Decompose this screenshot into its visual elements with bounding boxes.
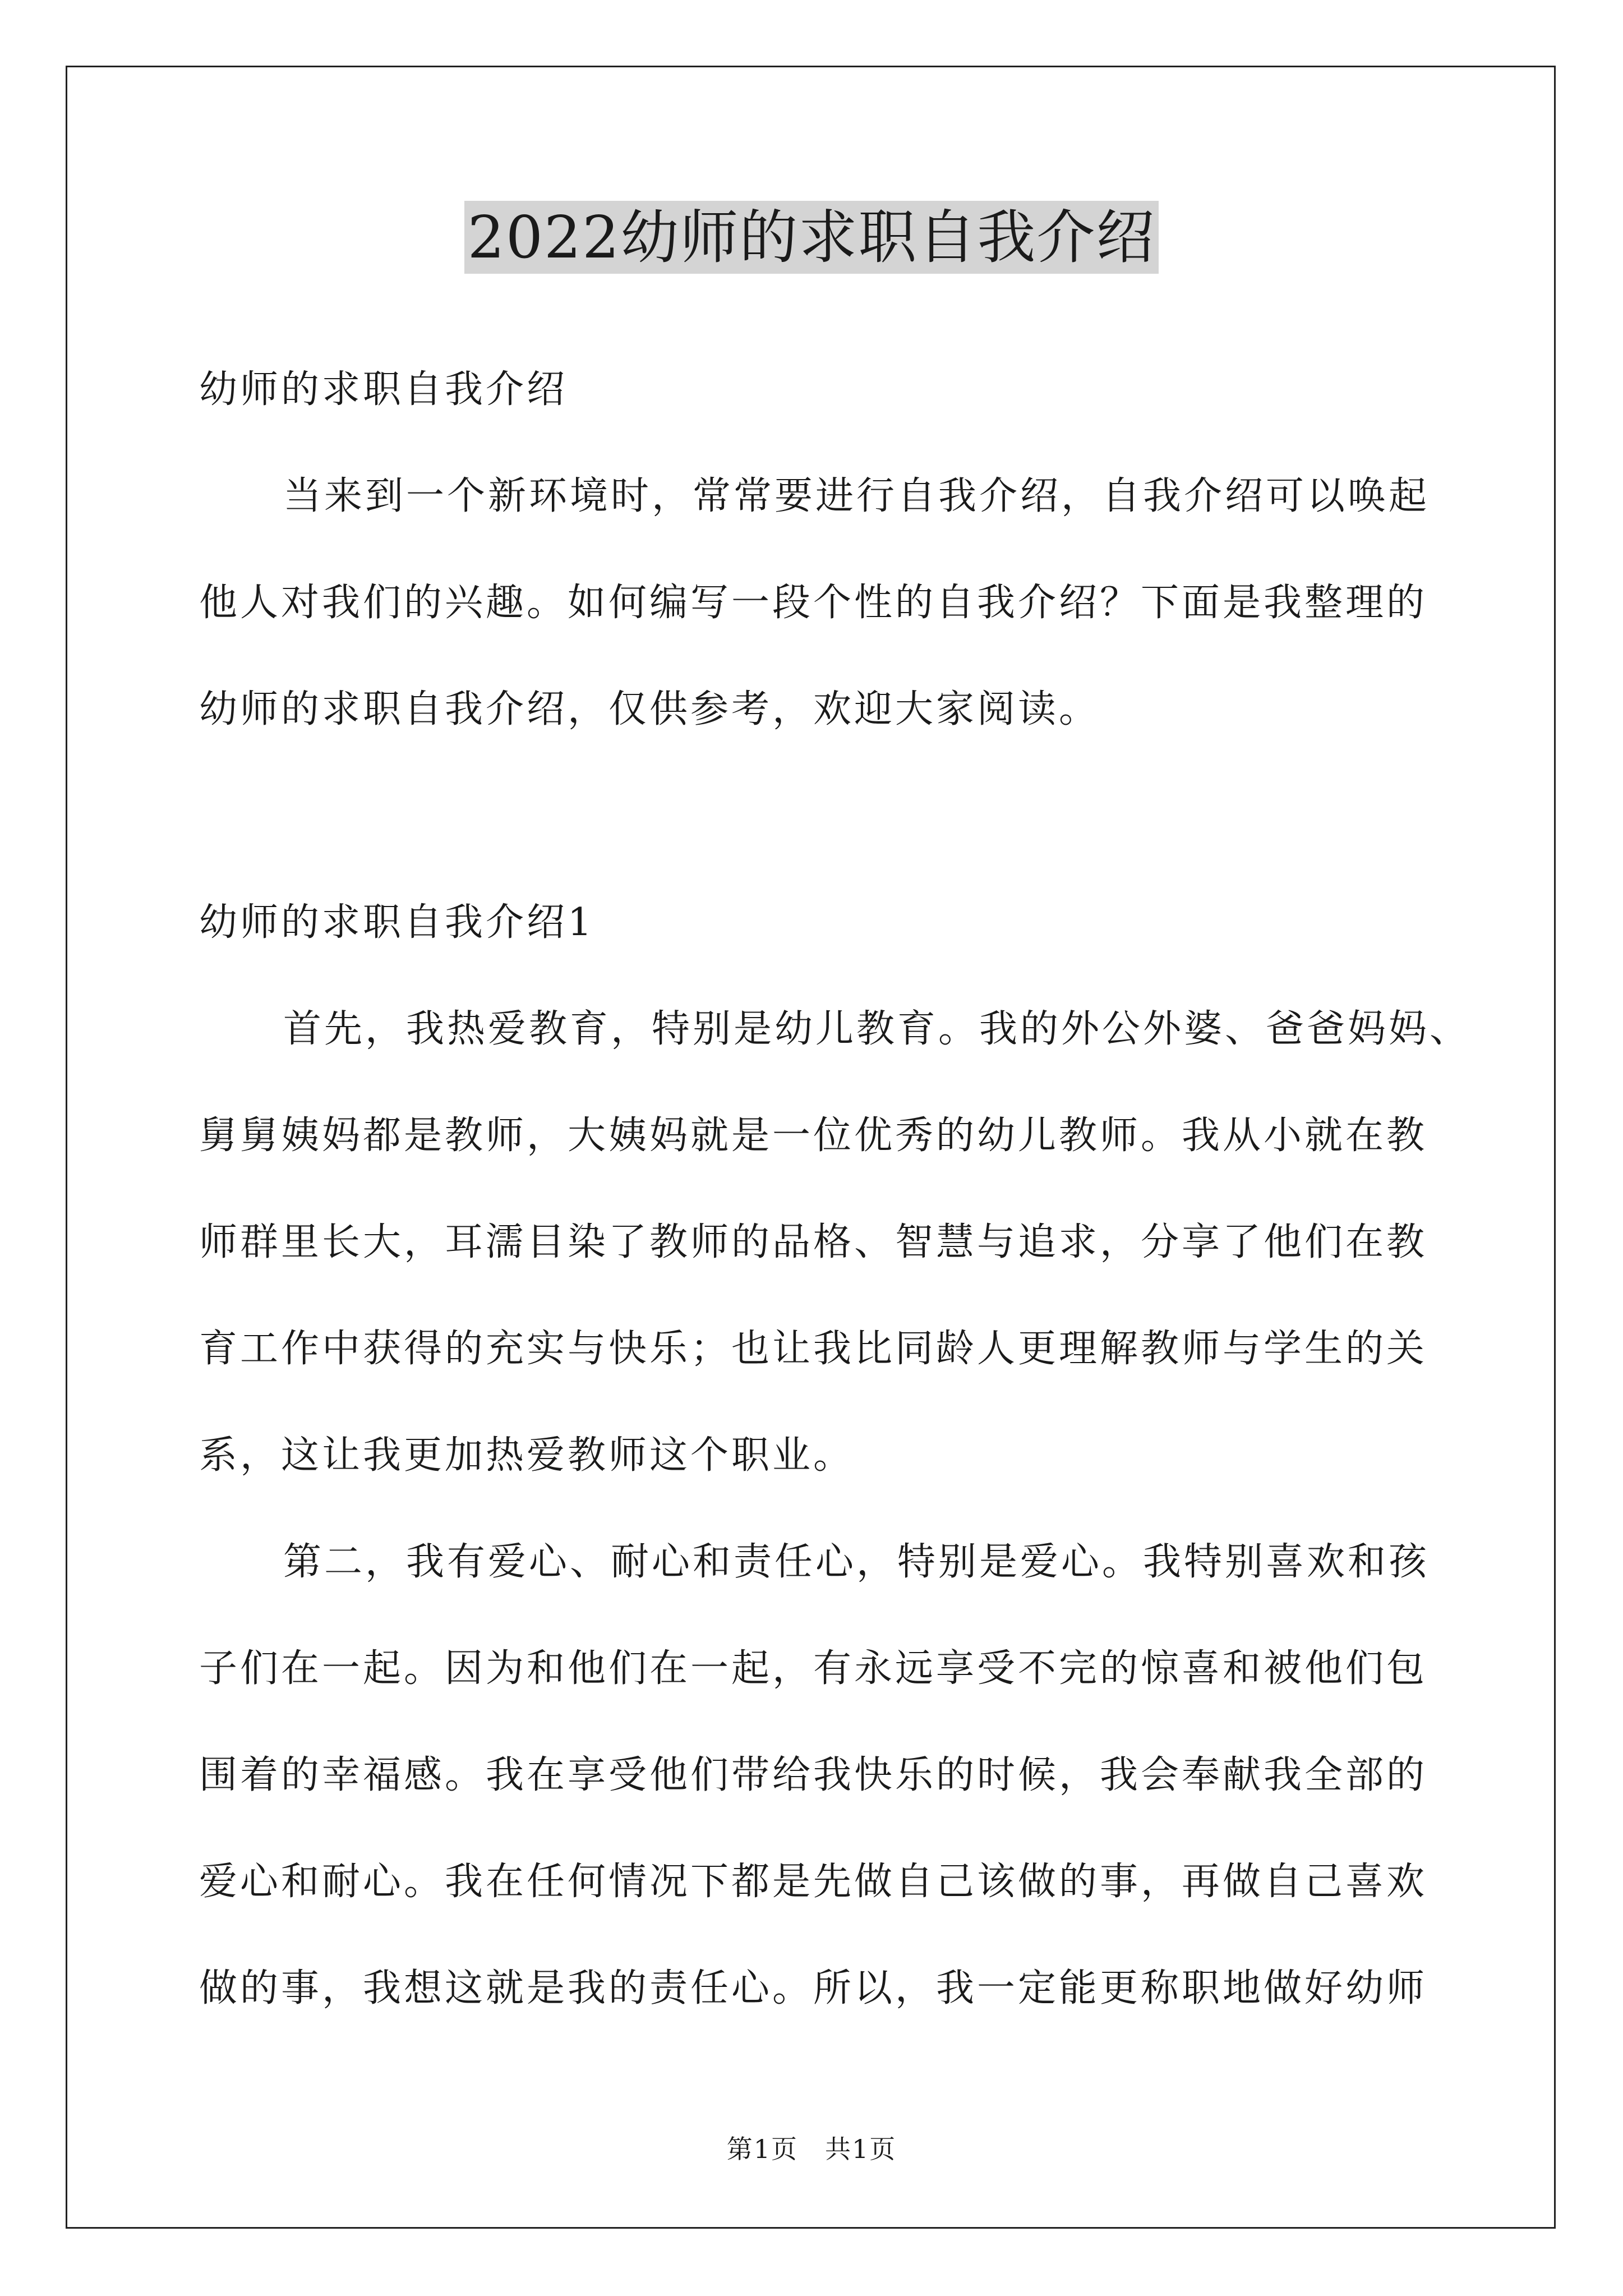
body-paragraph-2 xyxy=(199,1509,1467,2042)
title-container xyxy=(0,201,1623,274)
body-line: 爱心和耐心。我在任何情况下都是先做自己该做的事，再做自己喜欢 xyxy=(199,1860,1428,1904)
page-footer: 第1页 共1页 xyxy=(726,2134,897,2164)
intro-paragraph xyxy=(199,443,1467,763)
intro-line: 幼师的求职自我介绍，仅供参考，欢迎大家阅读。 xyxy=(199,687,1100,731)
subtitle-line: 幼师的求职自我介绍 xyxy=(199,367,568,412)
body-line: 第二，我有爱心、耐心和责任心，特别是爱心。我特别喜欢和孩 xyxy=(283,1540,1430,1584)
section-heading-paragraph xyxy=(199,869,1467,976)
body-line: 舅舅姨妈都是教师，大姨妈就是一位优秀的幼儿教师。我从小就在教 xyxy=(199,1114,1428,1158)
paragraph-gap xyxy=(199,763,1467,869)
intro-line: 当来到一个新环境时，常常要进行自我介绍，自我介绍可以唤起 xyxy=(283,474,1430,518)
subtitle-paragraph xyxy=(199,337,1467,443)
body-line: 系，这让我更加热爱教师这个职业。 xyxy=(199,1433,855,1478)
body-line: 师群里长大，耳濡目染了教师的品格、智慧与追求，分享了他们在教 xyxy=(199,1220,1428,1264)
body-line: 育工作中获得的充实与快乐；也让我比同龄人更理解教师与学生的关 xyxy=(199,1327,1428,1371)
body-paragraph-1 xyxy=(199,976,1471,1509)
body-line: 子们在一起。因为和他们在一起，有永远享受不完的惊喜和被他们包 xyxy=(199,1646,1428,1691)
intro-line: 他人对我们的兴趣。如何编写一段个性的自我介绍？下面是我整理的 xyxy=(199,581,1428,625)
section-heading: 幼师的求职自我介绍1 xyxy=(199,900,595,945)
document-title: 2022幼师的求职自我介绍 xyxy=(464,201,1159,274)
document-body xyxy=(199,337,1471,2042)
body-line: 做的事，我想这就是我的责任心。所以，我一定能更称职地做好幼师 xyxy=(199,1966,1428,2010)
body-line: 围着的幸福感。我在享受他们带给我快乐的时候，我会奉献我全部的 xyxy=(199,1753,1428,1797)
body-line: 首先，我热爱教育，特别是幼儿教育。我的外公外婆、爸爸妈妈、 xyxy=(283,1007,1471,1051)
